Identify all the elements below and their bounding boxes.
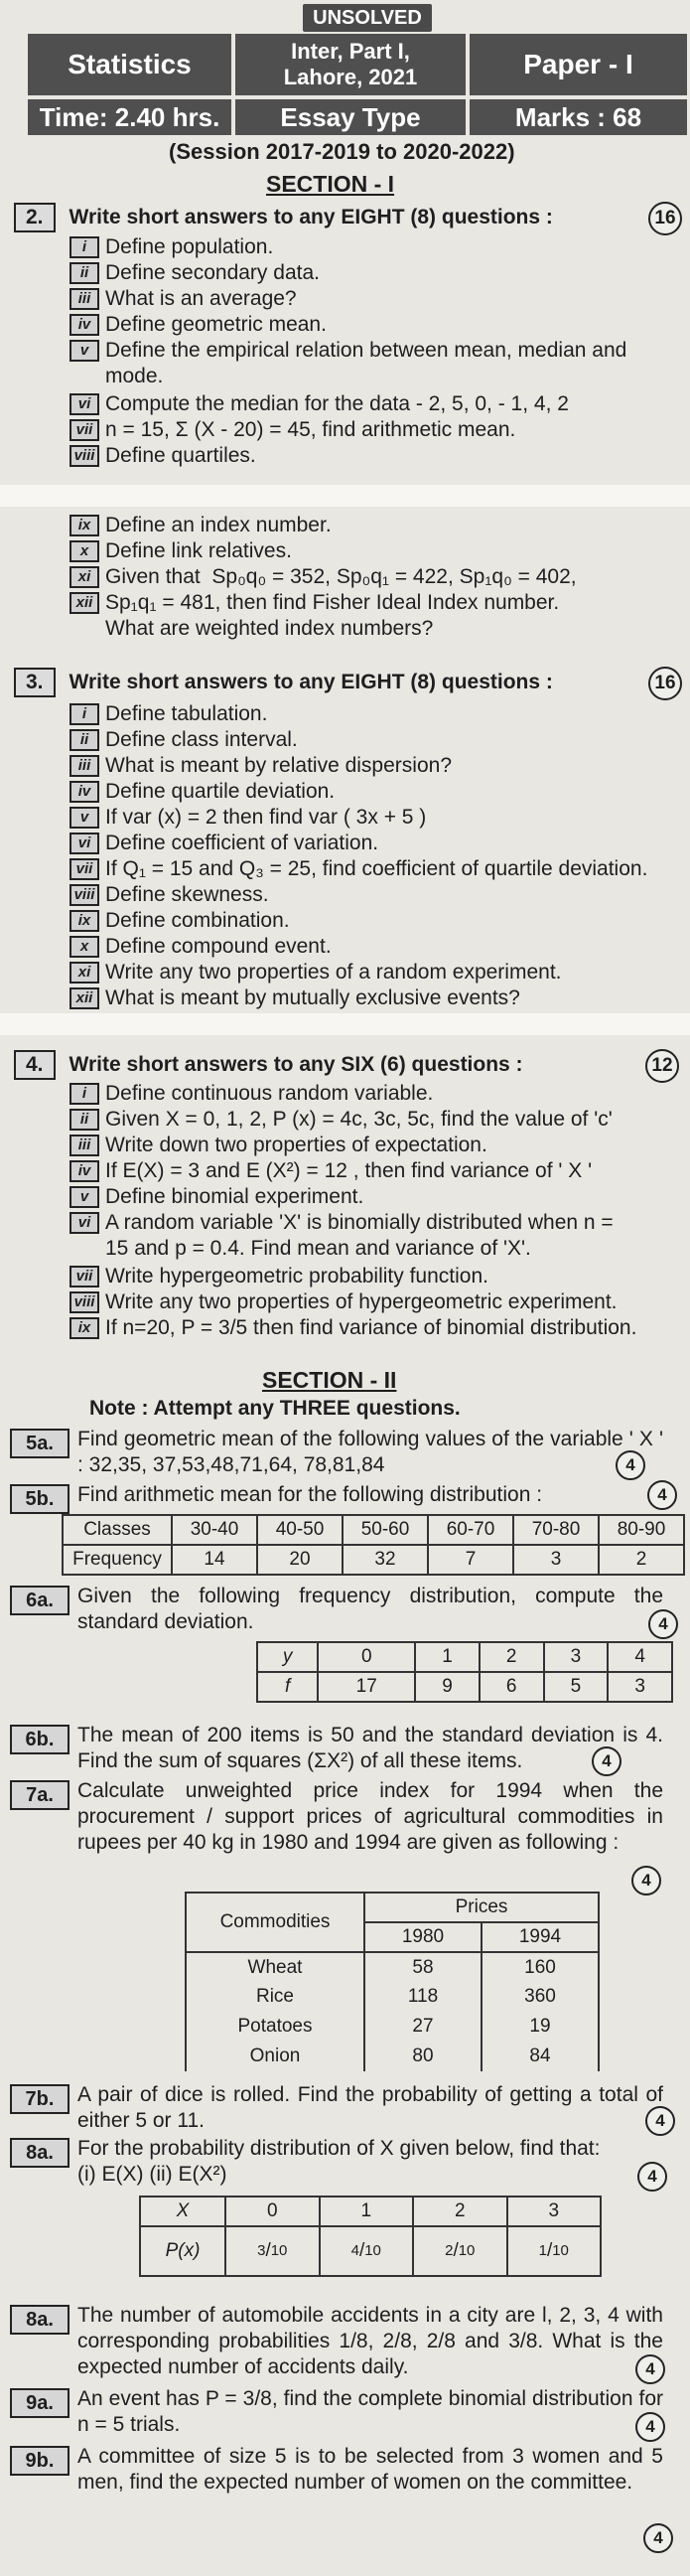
q6b-marks: 4 bbox=[592, 1746, 621, 1776]
year-1980-header: 1980 bbox=[364, 1922, 482, 1952]
numerator: 1 bbox=[538, 2242, 547, 2259]
probability-cell bbox=[225, 2226, 320, 2276]
marks-cell: Marks : 68 bbox=[470, 99, 687, 135]
roman-numeral: ii bbox=[69, 262, 99, 284]
q9a-marks: 4 bbox=[635, 2412, 665, 2442]
item-text: Define quartiles. bbox=[105, 444, 256, 467]
item-text: Write down two properties of expectation. bbox=[105, 1134, 487, 1156]
item-text: Define quartile deviation. bbox=[105, 780, 336, 803]
q7a-table bbox=[185, 1892, 600, 2071]
f-label: f bbox=[257, 1672, 318, 1702]
probability-cell bbox=[320, 2226, 414, 2276]
y-label: y bbox=[257, 1642, 318, 1672]
table-cell: Onion bbox=[186, 2042, 364, 2071]
denominator: 10 bbox=[552, 2242, 569, 2259]
table-cell: 2 bbox=[413, 2197, 507, 2226]
q3-item bbox=[69, 856, 685, 882]
item-text: Define geometric mean. bbox=[105, 313, 327, 336]
item-text: If Q₁ = 15 and Q₃ = 25, find coefficient of quartile deviation. bbox=[105, 857, 648, 880]
q6a-table bbox=[256, 1641, 673, 1703]
item-text: Write any two properties of a random experiment. bbox=[105, 961, 562, 984]
roman-numeral: v bbox=[69, 1186, 99, 1208]
roman-numeral: x bbox=[69, 540, 99, 562]
table-cell: 17 bbox=[318, 1672, 415, 1702]
table-cell: 40-50 bbox=[257, 1515, 343, 1545]
q9b-marks: 4 bbox=[643, 2523, 673, 2553]
x-label: X bbox=[140, 2197, 225, 2226]
item-text: Write hypergeometric probability function. bbox=[105, 1265, 488, 1288]
q5b-marks: 4 bbox=[647, 1480, 677, 1510]
q4-number: 4. bbox=[14, 1050, 56, 1080]
q4-item bbox=[69, 1184, 685, 1210]
section-1-title: SECTION - I bbox=[266, 171, 395, 197]
q3-marks: 16 bbox=[648, 667, 682, 700]
q9a-text: An event has P = 3/8, find the complete binomial distribution for n = 5 trials. bbox=[77, 2387, 663, 2436]
roman-numeral: ix bbox=[69, 515, 99, 536]
q3-item bbox=[69, 701, 685, 727]
q6b-number: 6b. bbox=[10, 1725, 69, 1754]
q5b-number: 5b. bbox=[10, 1484, 69, 1514]
paper-header bbox=[28, 34, 687, 135]
q7a-number: 7a. bbox=[10, 1780, 69, 1810]
table-cell: 32 bbox=[343, 1545, 428, 1575]
item-text: A random variable 'X' is binomially distributed when n = 15 and p = 0.4. Find mean and variance of 'X'. bbox=[105, 1211, 614, 1260]
item-text: What is meant by mutually exclusive events? bbox=[105, 986, 520, 1009]
roman-numeral: xii bbox=[69, 987, 99, 1009]
q9b-text: A committee of size 5 is to be selected from 3 women and 5 men, find the expected number of women on the committee. bbox=[77, 2445, 663, 2494]
item-text: Define link relatives. bbox=[105, 539, 292, 562]
q8a-parts: (i) E(X) (ii) E(X²) bbox=[77, 2163, 227, 2186]
item-text: Define coefficient of variation. bbox=[105, 832, 379, 854]
probability-cell bbox=[507, 2226, 602, 2276]
q8a-marks: 4 bbox=[637, 2162, 667, 2192]
q4-title: Write short answers to any SIX (6) questions : bbox=[69, 1053, 523, 1076]
table-cell: 58 bbox=[364, 1952, 482, 1982]
q8a-text: For the probability distribution of X given below, find that: bbox=[77, 2137, 601, 2160]
q2-item bbox=[69, 564, 685, 590]
table-row bbox=[186, 2012, 599, 2042]
q2-item bbox=[69, 590, 685, 642]
item-text: Define binomial experiment. bbox=[105, 1185, 364, 1208]
q6a-number: 6a. bbox=[10, 1586, 69, 1615]
q8a-2-text: The number of automobile accidents in a city are l, 2, 3, 4 with corresponding probabilities 1/8, 2/8, 2/8 and 3/8. What is the expected number of accidents daily. bbox=[77, 2304, 663, 2378]
q6b-text: The mean of 200 items is 50 and the standard deviation is 4. Find the sum of squares (ΣX²) of all these items. bbox=[77, 1724, 663, 1772]
item-text: What is an average? bbox=[105, 287, 297, 310]
q3-item bbox=[69, 831, 685, 856]
time-cell: Time: 2.40 hrs. bbox=[28, 99, 231, 135]
subject-cell: Statistics bbox=[28, 34, 231, 95]
q2-item bbox=[69, 260, 685, 286]
q4-item bbox=[69, 1210, 685, 1262]
table-row bbox=[186, 2042, 599, 2071]
roman-numeral: vii bbox=[69, 858, 99, 880]
q8a-table bbox=[139, 2196, 602, 2277]
fraction: $^1$/10 bbox=[538, 2240, 569, 2261]
roman-numeral: iii bbox=[69, 288, 99, 310]
denominator: 10 bbox=[458, 2242, 476, 2259]
q3-number: 3. bbox=[14, 668, 56, 697]
item-text: If n=20, P = 3/5 then find variance of binomial distribution. bbox=[105, 1316, 637, 1339]
table-cell: 0 bbox=[225, 2197, 320, 2226]
denominator: 10 bbox=[364, 2242, 381, 2259]
roman-numeral: vi bbox=[69, 1212, 99, 1234]
roman-numeral: xi bbox=[69, 566, 99, 588]
q8a-2-number: 8a. bbox=[10, 2305, 69, 2335]
q2-item bbox=[69, 312, 685, 338]
roman-numeral: i bbox=[69, 1083, 99, 1105]
table-cell: 14 bbox=[172, 1545, 257, 1575]
q3-item bbox=[69, 934, 685, 960]
q4-item bbox=[69, 1158, 685, 1184]
item-text: Define continuous random variable. bbox=[105, 1082, 434, 1105]
item-text: Compute the median for the data - 2, 5, 0, - 1, 4, 2 bbox=[105, 392, 569, 415]
type-cell: Essay Type bbox=[235, 99, 466, 135]
roman-numeral: v bbox=[69, 807, 99, 829]
q5b-text: Find arithmetic mean for the following distribution : bbox=[77, 1483, 543, 1506]
roman-numeral: viii bbox=[69, 884, 99, 906]
q3-item bbox=[69, 779, 685, 805]
paper-cell: Paper - I bbox=[470, 34, 687, 95]
q6a-marks: 4 bbox=[648, 1609, 678, 1639]
item-text: Given X = 0, 1, 2, P (x) = 4c, 3c, 5c, find the value of 'c' bbox=[105, 1108, 613, 1131]
q2-number: 2. bbox=[14, 203, 56, 232]
roman-numeral: ii bbox=[69, 1109, 99, 1131]
q2-item bbox=[69, 234, 685, 260]
fraction: $^2$/10 bbox=[445, 2240, 476, 2261]
page-break bbox=[0, 485, 690, 507]
section-2-title: SECTION - II bbox=[262, 1367, 397, 1393]
roman-numeral: vi bbox=[69, 393, 99, 415]
q7a-marks: 4 bbox=[631, 1866, 661, 1895]
q3-item bbox=[69, 882, 685, 908]
q4-item bbox=[69, 1107, 685, 1133]
q2-title: Write short answers to any EIGHT (8) questions : bbox=[69, 206, 553, 228]
table-cell: 20 bbox=[257, 1545, 343, 1575]
q4-item bbox=[69, 1264, 685, 1289]
roman-numeral: x bbox=[69, 936, 99, 958]
roman-numeral: vi bbox=[69, 833, 99, 854]
item-text: Sp₁q₁ = 481, then find Fisher Ideal Index number. What are weighted index numbers? bbox=[105, 591, 560, 640]
q8a-2-marks: 4 bbox=[635, 2354, 665, 2384]
q2-item bbox=[69, 417, 685, 443]
roman-numeral: xii bbox=[69, 592, 99, 614]
q7b-marks: 4 bbox=[645, 2106, 675, 2136]
q8a-number: 8a. bbox=[10, 2138, 69, 2168]
table-cell: Potatoes bbox=[186, 2012, 364, 2042]
q4-item bbox=[69, 1081, 685, 1107]
year-1994-header: 1994 bbox=[482, 1922, 599, 1952]
q5a-marks: 4 bbox=[616, 1450, 645, 1480]
roman-numeral: ix bbox=[69, 1317, 99, 1339]
roman-numeral: viii bbox=[69, 1291, 99, 1313]
item-text: Define combination. bbox=[105, 909, 290, 932]
commodities-header: Commodities bbox=[186, 1893, 364, 1952]
item-text: Define compound event. bbox=[105, 935, 332, 958]
table-cell: 3 bbox=[507, 2197, 602, 2226]
px-label: P(x) bbox=[140, 2226, 225, 2276]
table-cell: 84 bbox=[482, 2042, 599, 2071]
table-cell: 3 bbox=[544, 1642, 609, 1672]
roman-numeral: ii bbox=[69, 729, 99, 751]
q4-item bbox=[69, 1315, 685, 1341]
board-cell bbox=[235, 34, 466, 95]
q3-item bbox=[69, 985, 685, 1011]
fraction: $^4$/10 bbox=[350, 2240, 381, 2261]
item-text: Define skewness. bbox=[105, 883, 269, 906]
table-cell: 118 bbox=[364, 1982, 482, 2012]
item-text: Define population. bbox=[105, 235, 274, 258]
q3-item bbox=[69, 727, 685, 753]
q3-title: Write short answers to any EIGHT (8) questions : bbox=[69, 671, 553, 693]
item-text: If E(X) = 3 and E (X²) = 12 , then find variance of ' X ' bbox=[105, 1159, 593, 1182]
roman-numeral: vii bbox=[69, 1266, 99, 1288]
item-text: Define the empirical relation between mean, median and mode. bbox=[105, 339, 627, 387]
roman-numeral: xi bbox=[69, 962, 99, 984]
table-cell: 2 bbox=[599, 1545, 684, 1575]
table-cell: 7 bbox=[428, 1545, 513, 1575]
q4-heading bbox=[14, 1050, 523, 1080]
q3-item bbox=[69, 753, 685, 779]
q5a-text: Find geometric mean of the following values of the variable ' X ' : 32,35, 37,53,48,71,64, 78,81,84 bbox=[77, 1428, 663, 1476]
roman-numeral: viii bbox=[69, 445, 99, 467]
q7b-text: A pair of dice is rolled. Find the probability of getting a total of either 5 or 11. bbox=[77, 2083, 663, 2132]
q7b-number: 7b. bbox=[10, 2084, 69, 2114]
table-cell: 4 bbox=[608, 1642, 672, 1672]
roman-numeral: iii bbox=[69, 755, 99, 777]
q6a-text: Given the following frequency distribution, compute the standard deviation. bbox=[77, 1585, 663, 1633]
fraction: $^3$/10 bbox=[257, 2240, 288, 2261]
prices-header: Prices bbox=[364, 1893, 599, 1922]
classes-label: Classes bbox=[63, 1515, 172, 1545]
roman-numeral: ix bbox=[69, 910, 99, 932]
unsolved-tag: UNSOLVED bbox=[303, 4, 432, 32]
table-cell: Rice bbox=[186, 1982, 364, 2012]
q4-item bbox=[69, 1133, 685, 1158]
q4-marks: 12 bbox=[645, 1049, 679, 1083]
table-cell: 50-60 bbox=[343, 1515, 428, 1545]
roman-numeral: iii bbox=[69, 1135, 99, 1156]
roman-numeral: iv bbox=[69, 314, 99, 336]
table-cell: 70-80 bbox=[513, 1515, 599, 1545]
q2-item bbox=[69, 538, 685, 564]
table-cell: 60-70 bbox=[428, 1515, 513, 1545]
table-cell: 3 bbox=[513, 1545, 599, 1575]
table-row bbox=[186, 1982, 599, 2012]
table-cell: 6 bbox=[480, 1672, 544, 1702]
q3-item bbox=[69, 805, 685, 831]
table-cell: 9 bbox=[415, 1672, 480, 1702]
table-cell: 0 bbox=[318, 1642, 415, 1672]
item-text: If var (x) = 2 then find var ( 3x + 5 ) bbox=[105, 806, 427, 829]
q3-item bbox=[69, 908, 685, 934]
table-cell: 1 bbox=[320, 2197, 414, 2226]
table-cell: 2 bbox=[480, 1642, 544, 1672]
q2-item bbox=[69, 286, 685, 312]
session-line: (Session 2017-2019 to 2020-2022) bbox=[169, 139, 515, 164]
numerator: 4 bbox=[350, 2242, 359, 2259]
q4-item bbox=[69, 1289, 685, 1315]
frequency-label: Frequency bbox=[63, 1545, 172, 1575]
item-text: n = 15, Σ (X - 20) = 45, find arithmetic mean. bbox=[105, 418, 516, 441]
board-line-1: Inter, Part I, bbox=[291, 39, 410, 64]
q2-item bbox=[69, 391, 685, 417]
item-text: Given that Sp₀q₀ = 352, Sp₀q₁ = 422, Sp₁q₀ = 402, bbox=[105, 565, 577, 588]
page-break bbox=[0, 1013, 690, 1035]
item-text: What is meant by relative dispersion? bbox=[105, 754, 452, 777]
table-cell: 19 bbox=[482, 2012, 599, 2042]
q2-heading bbox=[14, 203, 553, 232]
roman-numeral: vii bbox=[69, 419, 99, 441]
board-line-2: Lahore, 2021 bbox=[283, 65, 418, 89]
q2-marks: 16 bbox=[648, 202, 682, 235]
q2-item bbox=[69, 513, 685, 538]
table-cell: 360 bbox=[482, 1982, 599, 2012]
table-row bbox=[186, 1952, 599, 1982]
table-cell: 1 bbox=[415, 1642, 480, 1672]
roman-numeral: iv bbox=[69, 1160, 99, 1182]
section-2-note: Note : Attempt any THREE questions. bbox=[89, 1397, 461, 1420]
roman-numeral: i bbox=[69, 236, 99, 258]
item-text: Define tabulation. bbox=[105, 702, 268, 725]
q9b-number: 9b. bbox=[10, 2446, 69, 2476]
item-text: Define secondary data. bbox=[105, 261, 320, 284]
item-text: Write any two properties of hypergeometric experiment. bbox=[105, 1290, 618, 1313]
probability-cell bbox=[413, 2226, 507, 2276]
q3-heading bbox=[14, 668, 553, 697]
q2-item bbox=[69, 338, 685, 389]
table-cell: Wheat bbox=[186, 1952, 364, 1982]
q3-item bbox=[69, 960, 685, 985]
table-cell: 5 bbox=[544, 1672, 609, 1702]
item-text: Define class interval. bbox=[105, 728, 298, 751]
roman-numeral: iv bbox=[69, 781, 99, 803]
q5b-table bbox=[62, 1514, 685, 1576]
table-cell: 80-90 bbox=[599, 1515, 684, 1545]
table-cell: 80 bbox=[364, 2042, 482, 2071]
roman-numeral: v bbox=[69, 340, 99, 362]
numerator: 3 bbox=[257, 2242, 266, 2259]
table-cell: 27 bbox=[364, 2012, 482, 2042]
denominator: 10 bbox=[270, 2242, 288, 2259]
table-cell: 3 bbox=[608, 1672, 672, 1702]
table-cell: 30-40 bbox=[172, 1515, 257, 1545]
q7a-text: Calculate unweighted price index for 1994 when the procurement / support prices of agricultural commodities in rupees per 40 kg in 1980 and 1994 are given as following : bbox=[77, 1779, 663, 1854]
numerator: 2 bbox=[445, 2242, 454, 2259]
roman-numeral: i bbox=[69, 703, 99, 725]
table-cell: 160 bbox=[482, 1952, 599, 1982]
q5a-number: 5a. bbox=[10, 1429, 69, 1458]
item-text: Define an index number. bbox=[105, 514, 332, 536]
q9a-number: 9a. bbox=[10, 2388, 69, 2418]
q2-item bbox=[69, 443, 685, 469]
